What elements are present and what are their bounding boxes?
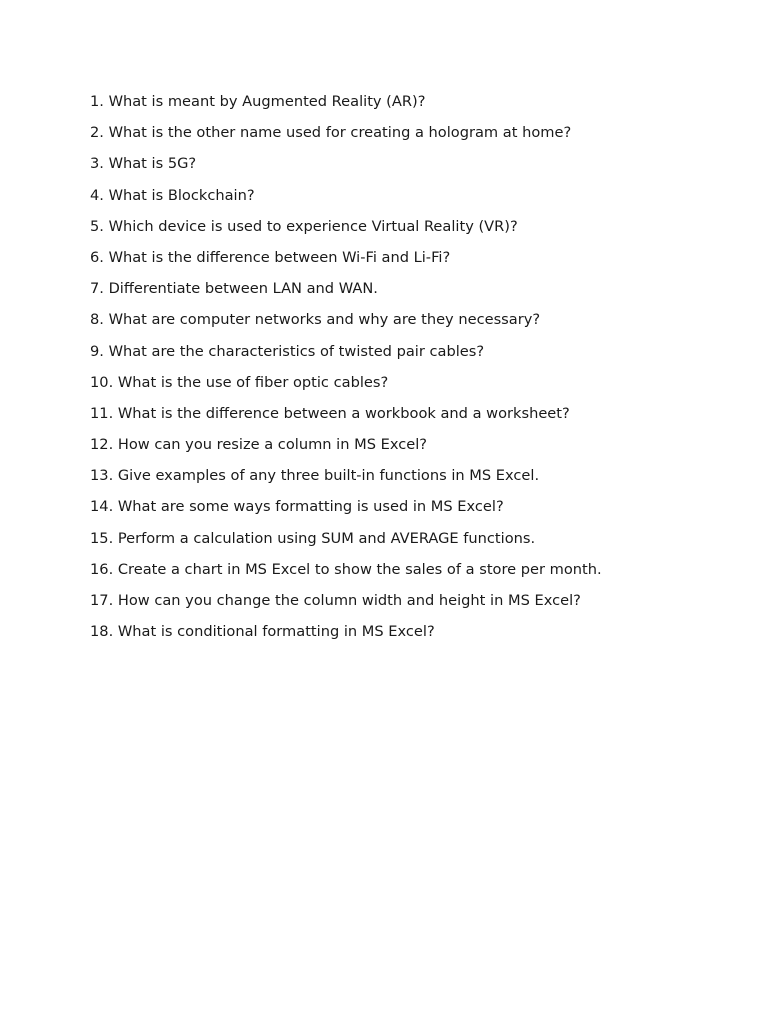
question-item: 9. What are the characteristics of twisted pair cables? <box>90 342 485 360</box>
question-item: 8. What are computer networks and why are they necessary? <box>90 311 541 329</box>
question-item: 10. What is the use of fiber optic cables? <box>90 373 389 391</box>
question-item: 6. What is the difference between Wi-Fi and Li-Fi? <box>90 248 451 266</box>
question-item: 1. What is meant by Augmented Reality (AR)? <box>90 93 426 110</box>
question-item: 12. How can you resize a column in MS Excel? <box>90 436 428 454</box>
question-item: 13. Give examples of any three built-in functions in MS Excel. <box>90 467 540 485</box>
question-item: 11. What is the difference between a workbook and a worksheet? <box>90 404 570 422</box>
question-item: 4. What is Blockchain? <box>90 186 255 204</box>
question-item: 15. Perform a calculation using SUM and AVERAGE functions. <box>90 529 536 547</box>
question-item: 2. What is the other name used for creating a hologram at home? <box>90 124 572 142</box>
question-item: 5. Which device is used to experience Virtual Reality (VR)? <box>90 217 518 235</box>
question-list <box>90 86 730 647</box>
question-item: 7. Differentiate between LAN and WAN. <box>90 280 378 298</box>
question-item: 17. How can you change the column width and height in MS Excel? <box>90 592 581 609</box>
question-item: 16. Create a chart in MS Excel to show the sales of a store per month. <box>90 560 602 578</box>
question-item: 18. What is conditional formatting in MS Excel? <box>90 623 435 641</box>
question-item: 3. What is 5G? <box>90 155 197 173</box>
question-item: 14. What are some ways formatting is used in MS Excel? <box>90 498 504 516</box>
